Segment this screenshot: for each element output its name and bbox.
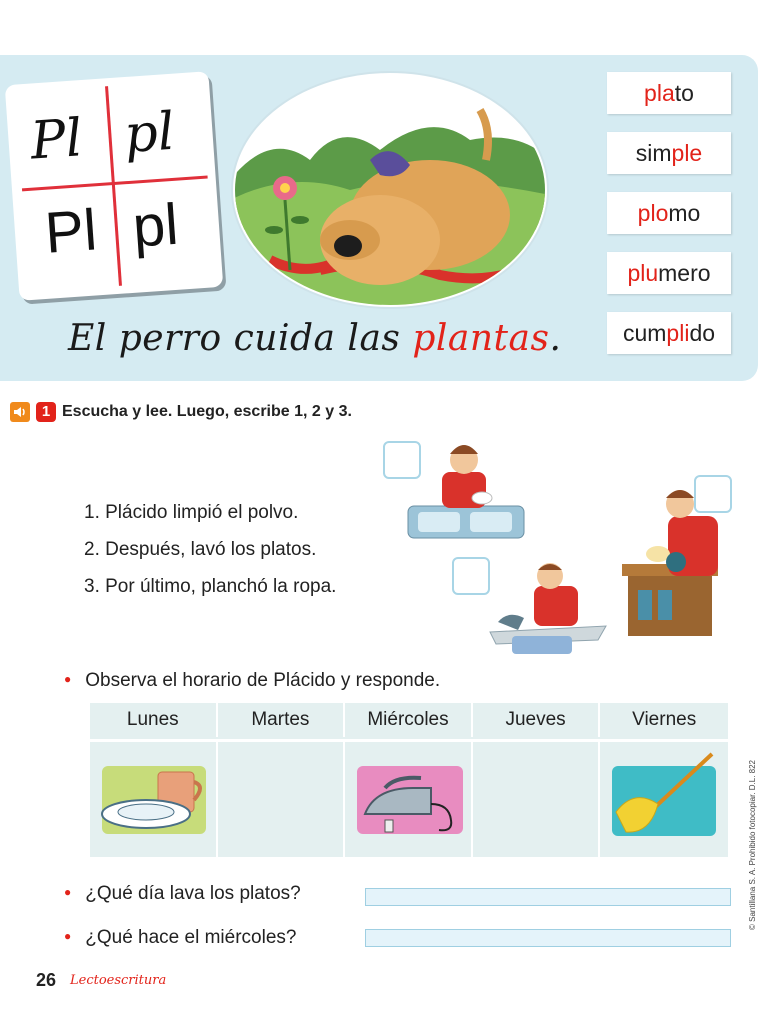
copyright-notice: © Santillana S. A. Prohibido fotocopiar. D.L. 822	[748, 760, 757, 930]
schedule-cell-jueves	[473, 742, 601, 860]
feather-duster-icon	[608, 752, 718, 842]
question-item: ● ¿Qué día lava los platos?	[64, 883, 301, 904]
word-card-plumero: plumero	[607, 252, 731, 294]
step-item: 3. Por último, planchó la ropa.	[84, 576, 337, 597]
schedule-table	[90, 703, 728, 857]
letter-cursive-lower: pl	[122, 101, 177, 166]
day-header-viernes: Viernes	[632, 709, 697, 730]
day-header-miercoles: Miércoles	[345, 703, 473, 737]
letter-cursive-upper: Pl	[28, 108, 85, 172]
steps-list	[84, 502, 336, 613]
step-item: 2. Después, lavó los platos.	[84, 539, 317, 560]
letter-print-lower: pl	[130, 191, 181, 260]
word-card-plato: plato	[607, 72, 731, 114]
plate-and-cup-icon	[98, 764, 208, 836]
question-item: ● ¿Qué hace el miércoles?	[64, 927, 297, 948]
schedule-cell-miercoles	[345, 742, 473, 860]
day-header-jueves: Jueves	[473, 703, 601, 737]
washing-dishes-illustration	[404, 436, 528, 546]
order-box-ironing[interactable]	[452, 557, 490, 595]
answer-field-platos[interactable]	[365, 888, 731, 906]
example-sentence: El perro cuida las plantas.	[68, 318, 562, 359]
schedule-header-row	[90, 703, 728, 737]
schedule-icon-row	[90, 739, 728, 860]
audio-icon[interactable]	[10, 402, 30, 422]
dog-plant-illustration	[230, 70, 550, 310]
letter-card	[5, 71, 224, 301]
dusting-illustration	[618, 480, 724, 640]
word-list	[607, 72, 731, 372]
iron-icon	[355, 764, 465, 836]
section-label: Lectoescritura	[70, 973, 167, 988]
card-divider-vertical	[105, 86, 122, 286]
day-header-martes: Martes	[218, 703, 346, 737]
answer-field-miercoles[interactable]	[365, 929, 731, 947]
activity-header	[10, 402, 352, 422]
activity-instruction: Escucha y lee. Luego, escribe 1, 2 y 3.	[62, 403, 352, 420]
letter-print-upper: Pl	[42, 197, 99, 266]
step-item: 1. Plácido limpió el polvo.	[84, 502, 299, 523]
word-card-plomo: plomo	[607, 192, 731, 234]
schedule-cell-viernes	[600, 742, 728, 860]
ironing-illustration	[488, 560, 608, 660]
activity-number-badge: 1	[36, 402, 56, 422]
schedule-cell-martes	[218, 742, 346, 860]
schedule-prompt: ● Observa el horario de Plácido y responde.	[64, 670, 441, 691]
day-header-lunes: Lunes	[90, 703, 218, 737]
page-number: 26	[36, 970, 57, 990]
word-card-simple: simple	[607, 132, 731, 174]
word-card-cumplido: cumplido	[607, 312, 731, 354]
schedule-cell-lunes	[90, 742, 218, 860]
